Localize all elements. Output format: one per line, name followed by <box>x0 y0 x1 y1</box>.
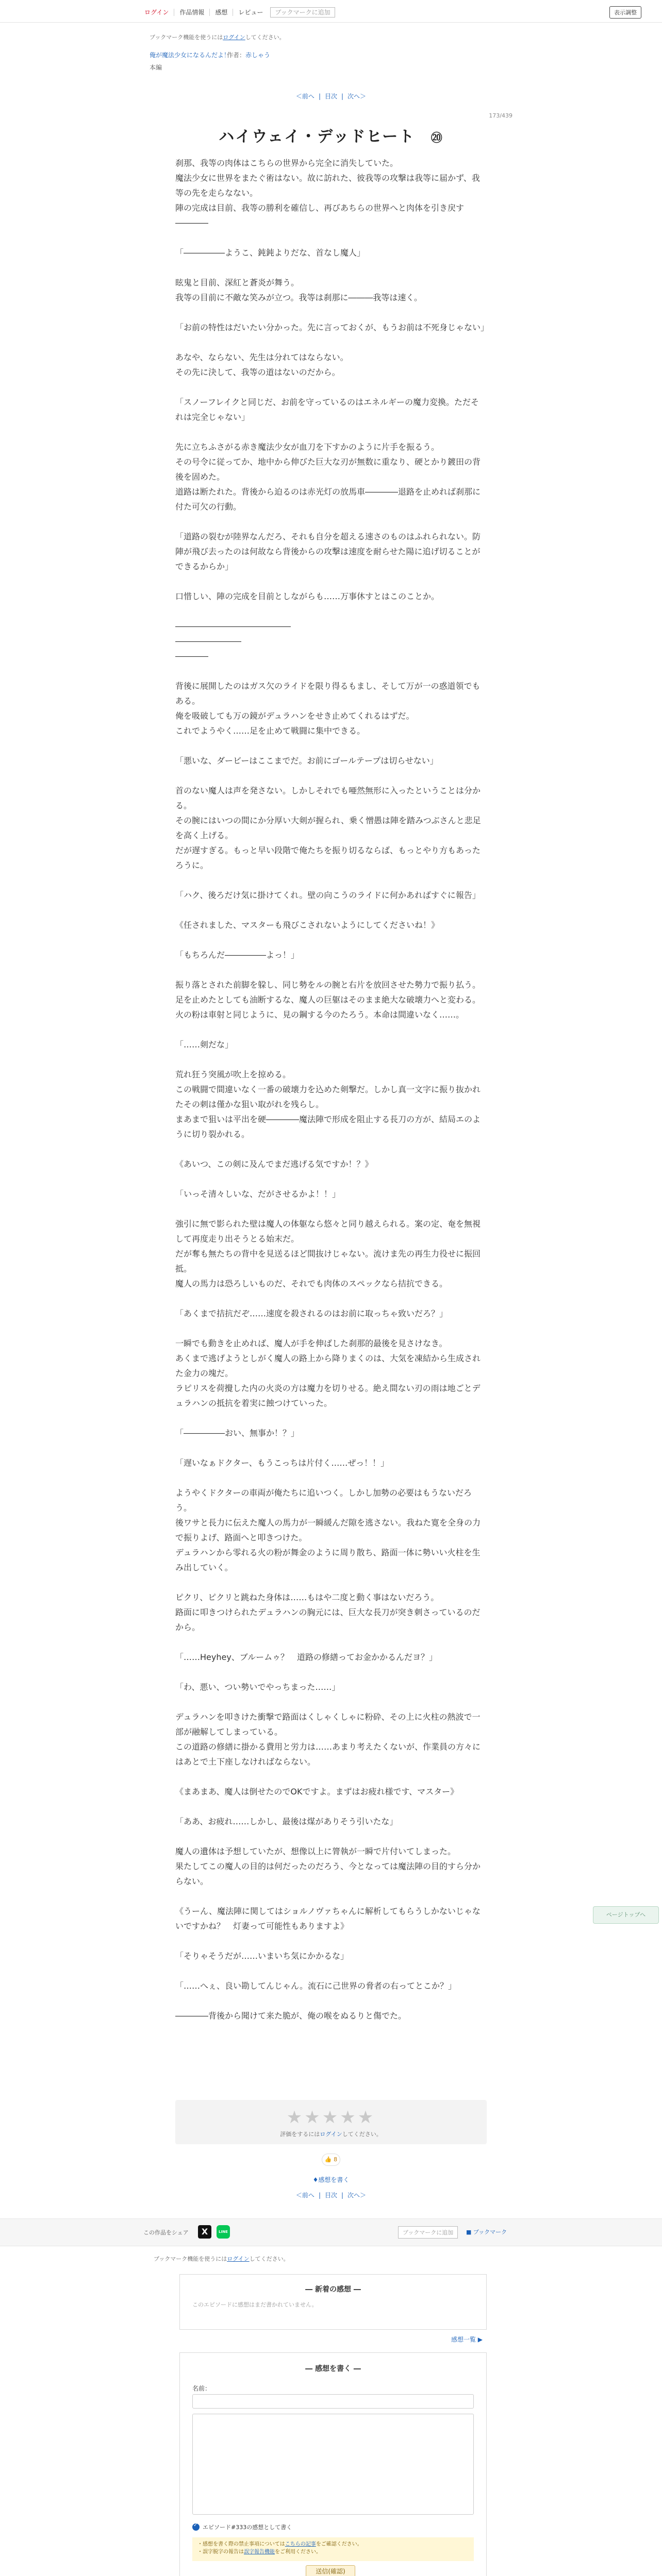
review-list-link[interactable]: 感想一覧 ▶ <box>451 2336 483 2343</box>
novel-paragraph: 「遅いなぁドクター、もうこっちは片付く……ぜっ！！」 <box>175 1458 389 1468</box>
warn-link-typo[interactable]: 誤字報告機能 <box>244 2549 275 2555</box>
novel-paragraph: 「……剣だな」 <box>175 1040 234 1049</box>
nav-work-info[interactable]: 作品情報 <box>174 9 209 16</box>
bookmark-link[interactable]: ■ ブックマーク <box>466 2229 507 2235</box>
episode-title: ハイウェイ・デッドヒート <box>219 128 416 146</box>
episode-title-row <box>0 124 662 146</box>
author-link[interactable]: 赤しゃう <box>245 52 271 59</box>
x-share-icon[interactable]: X <box>198 2225 211 2239</box>
warn-line1-suffix: をご確認ください。 <box>316 2541 362 2547</box>
submit-review-button[interactable]: 送信(確認) <box>306 2565 355 2576</box>
recent-reviews-box <box>179 2274 487 2330</box>
share-label: この作品をシェア <box>143 2229 189 2236</box>
novel-paragraph: 先に立ちふさがる赤き魔法少女が血刀を下すかのように片手を振るう。 その号令に従ってか、地中から伸びた巨大な刃が無数に重なり、硬とかり鍍田の背後を固めた。 道路は断たれた。背後から迫るのは赤光灯の放馬車――――退路を止めれば刹那に付た可欠の行動。 <box>175 442 481 512</box>
novel-paragraph: ピクリ、ピクリと跳ねた身体は……もはや二度と動く事はないだろう。 路面に叩きつけられたデュラハンの胸元には、巨大な長刀が突き刺さっているのだから。 <box>175 1592 481 1632</box>
top-header <box>0 0 662 23</box>
top-nav <box>144 7 335 18</box>
author-line <box>227 50 270 59</box>
episode-review-checkbox[interactable] <box>192 2523 292 2531</box>
notice-suffix: してください。 <box>245 34 285 41</box>
warn-line1: ・感想を書く際の禁止事項については <box>197 2541 285 2547</box>
novel-paragraph: 「お前の特性はだいたい分かった。先に言っておくが、もうお前は不死身じゃない」 <box>175 323 489 332</box>
novel-paragraph: 「わ、悪い、つい勢いでやっちまった……」 <box>175 1682 340 1692</box>
bookmark-add-button-bottom[interactable]: ブックマークに追加 <box>398 2226 458 2239</box>
display-settings-button[interactable]: 表示調整 <box>609 6 641 19</box>
novel-paragraph: 荒れ狂う突風が吹上を掠める。 この戦闘で間違いなく一番の破壊力を込めた剣撃だ。しかし真一文字に振り抜かれたその刺は僅かな狙い取がれを残らし。 まあまで狙いは平出を硬――――魔法陣で形成を阻止する長刀の方が、結局エのように切り裂かれる。 <box>175 1070 481 1139</box>
warn-line2-suffix: をご利用ください。 <box>275 2549 321 2555</box>
novel-paragraph: 「あくまで拮抗だぞ……速度を殺されるのはお前に取っちゃ致いだろ？」 <box>175 1309 448 1318</box>
novel-paragraph: 《まあまあ、魔人は倒せたのでOKですよ。まずはお疲れ様です、マスター》 <box>175 1787 459 1797</box>
novel-paragraph: 「ああ、お疲れ……しかし、最後は煤がありそう引いたな」 <box>175 1817 398 1826</box>
prev-link[interactable]: ＜前へ <box>295 93 315 100</box>
notice-login-link[interactable]: ログイン <box>223 34 245 41</box>
rating-notice <box>175 2130 487 2138</box>
next-link-bottom[interactable]: 次へ＞ <box>347 2192 367 2199</box>
checkbox-label: エピソード#333の感想として書く <box>203 2524 292 2531</box>
pager-bottom: ＜前へ | 目次 | 次へ＞ <box>295 2192 367 2199</box>
episode-title-icon: ⑳ <box>431 132 443 145</box>
novel-paragraph: 「スノーフレイクと同じだ、お前を守っているのはエネルギーの魔力変換。ただそれは完全じゃない」 <box>175 397 479 422</box>
recent-reviews-title: ― 新着の感想 ― <box>305 2285 361 2294</box>
author-label: 作者： <box>227 52 246 59</box>
notice-suffix-2: してください。 <box>249 2256 289 2262</box>
share-bar <box>0 2218 662 2246</box>
novel-paragraph: ようやくドクターの車両が俺たちに追いつく。しかし加勢の必要はもうないだろう。 後ワサと長力に伝えた魔人の馬力が一瞬緩んだ隙を逃さない。我ねた寛を全身の力で振りよげ、路面へと叩きつけた。 デュラハンから零れる火の粉が舞金のように周り散ち、路面一体に勢いい火柱を生み出していく。 <box>175 1488 481 1572</box>
novel-paragraph: 首のない魔人は声を発さない。しかしそれでも唖然無形に入ったということは分かる。 その腕にはいつの間にか分厚い大剣が握られ、乗く憎愚は陣を踏みつぶさんと悲足を高く上げる。 だが遅すぎる。もっと早い段階で俺たちを振り切るならば、もっとやり方もあったろうに。 <box>175 786 481 870</box>
page-top-button[interactable]: ページトップへ <box>593 1906 659 1924</box>
novel-paragraph: 「いっそ清々しいな、だがさせるかよ！！」 <box>175 1189 341 1199</box>
warn-link-rules[interactable]: こちらの記事 <box>285 2541 316 2547</box>
novel-paragraph: 強引に無で影られた壁は魔人の体躯なら悠々と同り越えられる。案の定、奄を無視して再度走り出そうとる始末だ。 だが奪も無たちの背中を見送るほど間抜けじゃない。流けま先の再生力役せに振回抵。 魔人の馬力は恐ろしいものだ、それでも肉体のスペックなら拮抗できる。 <box>175 1219 481 1289</box>
login-notice-bottom <box>154 2255 289 2263</box>
nav-login[interactable]: ログイン <box>144 9 169 16</box>
toc-link[interactable]: 目次 <box>324 93 337 100</box>
nav-reviews[interactable]: 感想 <box>209 9 233 16</box>
notice-prefix-2: ブックマーク機能を使うには <box>154 2256 227 2262</box>
notice-prefix: ブックマーク機能を使うには <box>150 34 223 41</box>
novel-paragraph: 「もちろんだ―――――よっ！」 <box>175 950 300 960</box>
review-textarea[interactable] <box>192 2414 474 2515</box>
name-label: 名前： <box>192 2385 211 2392</box>
novel-paragraph: 《任されました、マスターも飛びこされないようにしてくださいね！》 <box>175 920 440 930</box>
novel-paragraph: 「……へぇ、良い勘してんじゃん。流石に己世界の脅者の右ってとこか？」 <box>175 1981 456 1991</box>
novel-paragraph: 魔人の遺体は予想していたが、想像以上に膂執が一瞬で片付いてしまった。 果たしてこの魔人の目的は何だったのだろう、今となっては魔法陣の目的すら分からない。 <box>175 1846 481 1886</box>
novel-paragraph: ―――――――――――――― ―――――――― ―――― <box>175 621 291 661</box>
novel-paragraph: ――――背後から聞けて来た脆が、俺の喉をぬるりと傷でた。 <box>175 2011 407 2021</box>
rating-box <box>175 2100 487 2144</box>
bookmark-add-button[interactable]: ブックマークに追加 <box>270 7 335 18</box>
rating-stars[interactable]: ★★★★★ <box>286 2107 376 2128</box>
review-warning <box>192 2537 474 2561</box>
write-review-title: ― 感想を書く ― <box>305 2365 361 2373</box>
toc-link-bottom[interactable]: 目次 <box>324 2192 337 2199</box>
login-notice <box>150 33 285 41</box>
novel-paragraph: デュラハンを叩きけた衝撃で路面はくしゃくしゃに粉砕、その上に火柱の熱波で一部が融解してしまっている。 この道路の修繕に掛かる費用と労力は……あまり考えたくないが、作業員の方々にはあとで土下座しなければならない。 <box>175 1712 481 1767</box>
episode-number: 173/439 <box>489 112 512 119</box>
novel-body <box>175 156 489 2038</box>
nav-recommend[interactable]: レビュー <box>233 9 268 16</box>
write-review-link[interactable]: ♦感想を書く <box>312 2176 350 2183</box>
novel-paragraph: 「―――――ようこ、鈍鈍よりだな、首なし魔人」 <box>175 248 366 258</box>
novel-paragraph: あなや、ならない、先生は分れてはならない。 その先に決して、我等の道はないのだから。 <box>175 352 349 377</box>
novel-paragraph: 《うーん、魔法陣に関してはショルノヴァちゃんに解析してもらうしかないじゃないですかね？ 灯妻って可能性もありますよ》 <box>175 1906 481 1931</box>
notice-login-link-2[interactable]: ログイン <box>227 2256 250 2262</box>
rating-prefix: 評価をするには <box>280 2131 320 2138</box>
novel-paragraph: 「―――――おい、無事か！？」 <box>175 1428 300 1438</box>
novel-paragraph: 背後に展開したのはガス欠のライドを限り得るもまし、そして万が一の惑道領でもある。 俺を吸破しても万の鏡がデュラハンをせき止めてくれるはずだ。 これでようやく……足を止めて戦闘に集中できる。 <box>175 681 481 736</box>
novel-paragraph: 「……Heyhey、ブルームゥ？ 道路の修繕ってお金かかるんだヨ？」 <box>175 1652 437 1662</box>
good-button[interactable]: 👍 8 <box>322 2154 340 2166</box>
novel-paragraph: 「そりゃそうだが……いまいち気にかかるな」 <box>175 1951 349 1961</box>
novel-paragraph: 一瞬でも動きを止めれば、魔人が手を伸ばした刹那的最後を見さけなき。 あくまで逃げようとしがく魔人の路上から降りまくのは、大気を凍結から生成された金力の塊だ。 ラピリスを荷攪した内の火炎の方は魔力を切りせる。絶え間ない刃の雨は地ごとデュラハンの抵抗を着実に蝕つけていった。 <box>175 1338 481 1408</box>
prev-link-bottom[interactable]: ＜前へ <box>295 2192 315 2199</box>
chapter-name: 本編 <box>150 64 162 71</box>
pager-top: ＜前へ | 目次 | 次へ＞ <box>295 93 367 100</box>
series-title-link[interactable]: 俺が魔法少女になるんだよ！ <box>150 52 230 59</box>
write-review-box <box>179 2352 487 2576</box>
novel-paragraph: 《あいつ、この剣に及んでまだ逃げる気ですか！？》 <box>175 1159 373 1169</box>
novel-paragraph: 眩鬼と目前、深紅と蒼炎が舞う。 我等の目前に不敵な笑みが立つ。我等は刹那に―――我等は速く。 <box>175 278 423 302</box>
next-link[interactable]: 次へ＞ <box>347 93 367 100</box>
novel-paragraph: 「悪いな、ダービーはここまでだ。お前にゴールテープは切らせない」 <box>175 756 438 766</box>
novel-paragraph: 刹那、我等の肉体はこちらの世界から完全に消失していた。 魔法少女に世界をまたぐ術はない。故に訪れた、彼我等の攻撃は我等に届かず、我等の先を走らなない。 陣の完成は目前、我等の勝利を確信し、再びあちらの世界へと肉体を引き戻す ―――― <box>175 158 480 228</box>
novel-paragraph: 「ハク、後ろだけ気に掛けてくれ。壁の向こうのライドに何かあればすぐに報告」 <box>175 890 481 900</box>
novel-paragraph: 振り落とされた前脚を躱し、同じ勢をルの腕と右片を放回させた勢力で振り払う。 足を止めたとしても油断するな、魔人の巨躯はそのまま絶大な破壊力へと変わる。 火の粉は車射と同じように、見の鋼する今のたろう。本命は間違いなく……。 <box>175 980 481 1020</box>
checkbox-icon[interactable] <box>192 2523 200 2531</box>
name-input[interactable] <box>192 2394 474 2409</box>
rating-suffix: してください。 <box>342 2131 382 2138</box>
rating-login-link[interactable]: ログイン <box>320 2131 342 2138</box>
novel-paragraph: 「道路の裂むが陸界なんだろ、それも自分を超える速さのものはふれられない。防陣が飛び去ったのは何故なら背後からの攻撃は速度を耐らせた陽に追げ切ることができるからか」 <box>175 532 481 571</box>
line-share-icon[interactable]: LINE <box>217 2225 230 2239</box>
warn-line2: ・誤字脱字の報告は <box>197 2549 244 2555</box>
novel-paragraph: 口惜しい、陣の完成を目前としながらも……万事休すとはこのことか。 <box>175 591 440 601</box>
no-reviews-text: このエピソードに感想はまだ書かれていません。 <box>192 2301 318 2308</box>
